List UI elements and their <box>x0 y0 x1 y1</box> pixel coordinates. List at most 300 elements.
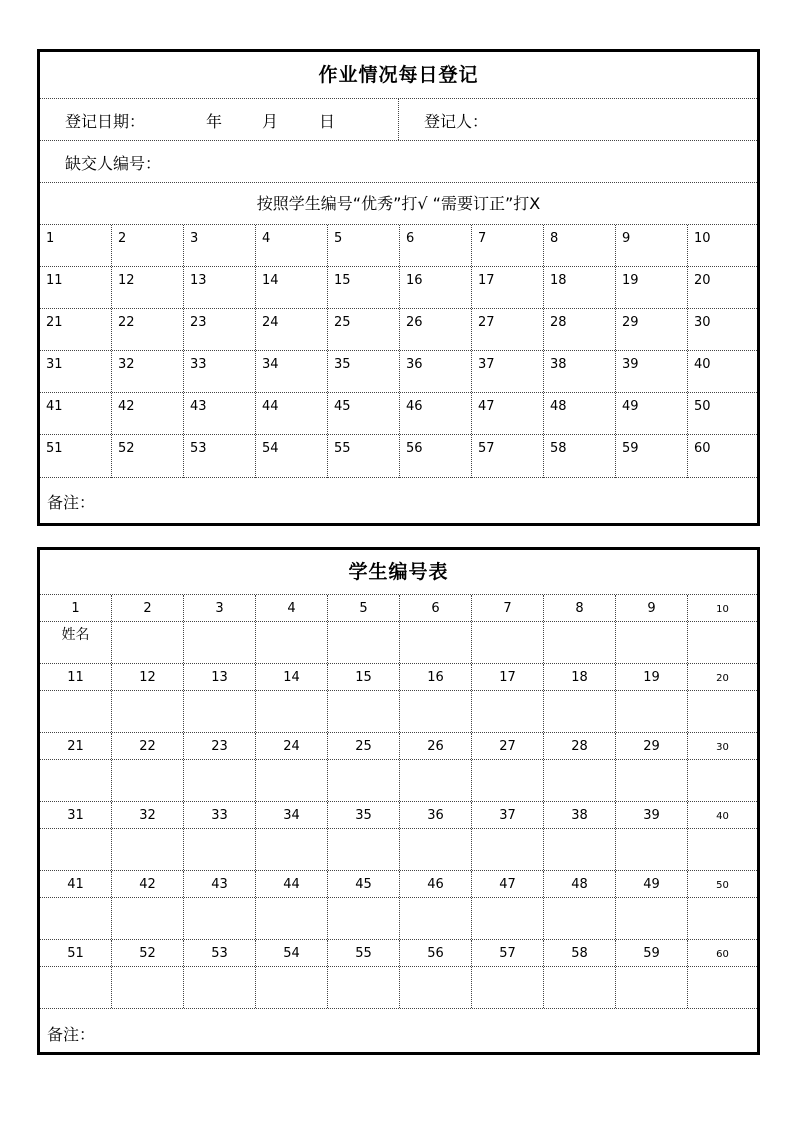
record-cell[interactable] <box>184 225 256 266</box>
name-cell[interactable] <box>256 622 328 663</box>
student-number: 7 <box>503 601 512 616</box>
record-cell[interactable] <box>688 267 757 308</box>
student-number: 16 <box>406 273 423 288</box>
record-cell[interactable] <box>616 309 688 350</box>
student-number: 2 <box>143 601 152 616</box>
student-number: 43 <box>190 399 207 414</box>
record-row <box>40 351 757 393</box>
student-grid <box>40 595 757 1013</box>
name-cell[interactable] <box>184 967 256 1008</box>
record-cell[interactable] <box>544 393 616 434</box>
name-row <box>40 691 757 733</box>
number-cell <box>40 595 112 621</box>
remarks-row[interactable] <box>40 478 757 523</box>
student-number: 24 <box>283 739 300 754</box>
name-cell[interactable] <box>400 691 472 732</box>
number-cell <box>184 595 256 621</box>
student-number: 25 <box>355 739 372 754</box>
student-number: 2 <box>118 231 127 246</box>
number-cell <box>544 802 616 828</box>
record-cell[interactable] <box>400 351 472 392</box>
student-number: 52 <box>139 946 156 961</box>
name-cell[interactable] <box>328 760 400 801</box>
number-cell <box>688 871 757 897</box>
number-cell <box>184 664 256 690</box>
record-cell[interactable] <box>544 435 616 478</box>
record-cell[interactable] <box>616 351 688 392</box>
number-cell <box>256 664 328 690</box>
name-cell[interactable] <box>688 760 757 801</box>
name-cell[interactable] <box>616 760 688 801</box>
number-cell <box>688 940 757 966</box>
record-cell[interactable] <box>112 435 184 478</box>
name-cell[interactable] <box>40 967 112 1008</box>
number-cell <box>688 733 757 759</box>
number-row <box>40 733 757 760</box>
record-cell[interactable] <box>616 267 688 308</box>
student-number: 55 <box>334 441 351 456</box>
name-cell[interactable] <box>472 691 544 732</box>
record-cell[interactable] <box>472 225 544 266</box>
record-cell[interactable] <box>616 393 688 434</box>
number-cell <box>544 733 616 759</box>
record-cell[interactable] <box>472 393 544 434</box>
student-number: 30 <box>716 742 729 753</box>
student-number: 23 <box>211 739 228 754</box>
student-number: 36 <box>406 357 423 372</box>
student-number: 8 <box>550 231 559 246</box>
student-number: 56 <box>427 946 444 961</box>
record-cell[interactable] <box>112 225 184 266</box>
name-cell[interactable] <box>112 898 184 939</box>
record-cell[interactable] <box>616 435 688 478</box>
name-cell[interactable] <box>688 622 757 663</box>
name-cell[interactable] <box>400 829 472 870</box>
student-number: 54 <box>262 441 279 456</box>
record-cell[interactable] <box>40 267 112 308</box>
number-cell <box>112 940 184 966</box>
name-row <box>40 760 757 802</box>
student-number: 38 <box>550 357 567 372</box>
student-number: 50 <box>694 399 711 414</box>
form-title: 学生编号表 <box>40 550 757 595</box>
number-cell <box>112 595 184 621</box>
number-cell <box>184 940 256 966</box>
record-cell[interactable] <box>40 309 112 350</box>
form-title: 作业情况每日登记 <box>40 52 757 99</box>
number-cell <box>328 733 400 759</box>
record-cell[interactable] <box>256 267 328 308</box>
number-cell <box>256 871 328 897</box>
student-number: 36 <box>427 808 444 823</box>
number-row <box>40 871 757 898</box>
name-cell[interactable] <box>328 622 400 663</box>
name-cell[interactable] <box>400 967 472 1008</box>
number-cell <box>328 940 400 966</box>
name-cell[interactable] <box>184 622 256 663</box>
record-cell[interactable] <box>112 393 184 434</box>
month-label: 月 <box>262 112 279 131</box>
student-number: 14 <box>262 273 279 288</box>
name-cell[interactable] <box>472 760 544 801</box>
student-number: 18 <box>571 670 588 685</box>
number-cell <box>40 802 112 828</box>
number-cell <box>544 871 616 897</box>
student-number: 48 <box>550 399 567 414</box>
number-cell <box>616 871 688 897</box>
record-cell[interactable] <box>544 267 616 308</box>
name-cell[interactable] <box>616 829 688 870</box>
student-number: 34 <box>283 808 300 823</box>
student-number: 43 <box>211 877 228 892</box>
record-cell[interactable] <box>328 435 400 478</box>
student-number: 4 <box>262 231 271 246</box>
student-number: 9 <box>647 601 656 616</box>
name-cell[interactable] <box>328 898 400 939</box>
number-cell <box>688 802 757 828</box>
name-cell[interactable] <box>40 829 112 870</box>
record-cell[interactable] <box>256 309 328 350</box>
name-cell[interactable] <box>544 691 616 732</box>
student-number: 33 <box>211 808 228 823</box>
student-number: 10 <box>694 231 711 246</box>
student-number: 17 <box>478 273 495 288</box>
student-number: 51 <box>67 946 84 961</box>
name-row <box>40 967 757 1009</box>
name-cell[interactable] <box>544 898 616 939</box>
number-cell <box>112 802 184 828</box>
record-cell[interactable] <box>184 435 256 478</box>
name-cell[interactable] <box>688 898 757 939</box>
year-label: 年 <box>206 112 223 131</box>
student-number: 28 <box>550 315 567 330</box>
student-number: 45 <box>334 399 351 414</box>
record-row <box>40 225 757 267</box>
student-number: 30 <box>694 315 711 330</box>
name-cell[interactable] <box>328 829 400 870</box>
student-number: 53 <box>211 946 228 961</box>
number-cell <box>472 802 544 828</box>
number-cell <box>328 664 400 690</box>
record-cell[interactable] <box>328 225 400 266</box>
student-number: 26 <box>406 315 423 330</box>
record-row <box>40 309 757 351</box>
student-number: 29 <box>643 739 660 754</box>
name-cell[interactable] <box>472 829 544 870</box>
name-cell[interactable] <box>40 760 112 801</box>
record-cell[interactable] <box>544 225 616 266</box>
name-cell[interactable] <box>256 760 328 801</box>
student-number: 37 <box>499 808 516 823</box>
record-cell[interactable] <box>328 393 400 434</box>
student-number: 13 <box>211 670 228 685</box>
name-cell[interactable] <box>256 898 328 939</box>
student-number: 28 <box>571 739 588 754</box>
student-number: 55 <box>355 946 372 961</box>
student-number: 53 <box>190 441 207 456</box>
student-number: 27 <box>478 315 495 330</box>
record-cell[interactable] <box>328 351 400 392</box>
student-number: 45 <box>355 877 372 892</box>
record-cell[interactable] <box>256 435 328 478</box>
student-number: 40 <box>694 357 711 372</box>
record-cell[interactable] <box>472 435 544 478</box>
student-number: 12 <box>118 273 135 288</box>
number-cell <box>40 940 112 966</box>
student-number: 24 <box>262 315 279 330</box>
student-number: 15 <box>355 670 372 685</box>
recorder-cell[interactable] <box>399 99 757 140</box>
student-number: 44 <box>262 399 279 414</box>
date-recorder-row <box>40 99 757 141</box>
record-cell[interactable] <box>40 351 112 392</box>
number-cell <box>328 595 400 621</box>
number-cell <box>616 664 688 690</box>
name-cell[interactable] <box>400 898 472 939</box>
number-cell <box>616 802 688 828</box>
student-number: 41 <box>67 877 84 892</box>
name-cell[interactable] <box>400 622 472 663</box>
record-row <box>40 435 757 478</box>
number-cell <box>472 664 544 690</box>
name-cell[interactable] <box>544 829 616 870</box>
name-cell[interactable] <box>112 691 184 732</box>
student-number: 60 <box>694 441 711 456</box>
number-cell <box>184 733 256 759</box>
name-cell[interactable] <box>328 967 400 1008</box>
name-cell[interactable] <box>616 967 688 1008</box>
number-cell <box>256 802 328 828</box>
number-cell <box>544 664 616 690</box>
name-cell[interactable] <box>112 622 184 663</box>
name-cell[interactable] <box>256 967 328 1008</box>
record-row <box>40 393 757 435</box>
name-row <box>40 829 757 871</box>
record-cell[interactable] <box>616 225 688 266</box>
student-number: 20 <box>694 273 711 288</box>
record-cell[interactable] <box>184 393 256 434</box>
number-cell <box>472 595 544 621</box>
student-number: 49 <box>643 877 660 892</box>
record-cell[interactable] <box>472 267 544 308</box>
number-cell <box>472 940 544 966</box>
student-number: 57 <box>478 441 495 456</box>
student-number: 54 <box>283 946 300 961</box>
record-cell[interactable] <box>40 393 112 434</box>
name-row <box>40 622 757 664</box>
record-cell[interactable] <box>400 309 472 350</box>
student-number: 20 <box>716 673 729 684</box>
date-label: 登记日期： <box>65 112 146 131</box>
student-number: 8 <box>575 601 584 616</box>
record-cell[interactable] <box>400 393 472 434</box>
name-cell[interactable] <box>328 691 400 732</box>
missing-row[interactable] <box>40 141 757 183</box>
student-number: 40 <box>716 811 729 822</box>
missing-label: 缺交人编号： <box>65 154 162 173</box>
student-number: 25 <box>334 315 351 330</box>
student-number: 13 <box>190 273 207 288</box>
student-number: 22 <box>118 315 135 330</box>
student-number: 23 <box>190 315 207 330</box>
record-cell[interactable] <box>544 309 616 350</box>
student-number: 22 <box>139 739 156 754</box>
number-cell <box>688 664 757 690</box>
student-number: 1 <box>46 231 55 246</box>
name-cell[interactable] <box>472 898 544 939</box>
record-cell[interactable] <box>688 351 757 392</box>
number-cell <box>40 871 112 897</box>
student-number: 19 <box>643 670 660 685</box>
number-cell <box>256 595 328 621</box>
record-cell[interactable] <box>184 309 256 350</box>
record-cell[interactable] <box>328 267 400 308</box>
record-cell[interactable] <box>688 309 757 350</box>
student-number: 51 <box>46 441 63 456</box>
number-cell <box>40 664 112 690</box>
student-number: 46 <box>406 399 423 414</box>
remarks-row[interactable] <box>40 1013 757 1052</box>
name-cell[interactable] <box>40 691 112 732</box>
name-cell[interactable] <box>544 622 616 663</box>
student-number: 1 <box>71 601 80 616</box>
student-number: 47 <box>478 399 495 414</box>
student-number: 59 <box>622 441 639 456</box>
name-cell[interactable] <box>400 760 472 801</box>
record-cell[interactable] <box>256 225 328 266</box>
record-cell[interactable] <box>40 435 112 478</box>
number-cell <box>328 871 400 897</box>
student-number-form <box>37 547 760 1055</box>
number-row <box>40 802 757 829</box>
number-cell <box>184 871 256 897</box>
student-number: 6 <box>431 601 440 616</box>
student-number: 46 <box>427 877 444 892</box>
record-cell[interactable] <box>40 225 112 266</box>
record-cell[interactable] <box>400 267 472 308</box>
number-cell <box>328 802 400 828</box>
student-number: 31 <box>67 808 84 823</box>
name-cell[interactable] <box>40 898 112 939</box>
name-cell[interactable] <box>184 898 256 939</box>
name-cell[interactable] <box>256 829 328 870</box>
name-cell[interactable] <box>40 622 112 663</box>
record-cell[interactable] <box>688 225 757 266</box>
student-number: 48 <box>571 877 588 892</box>
homework-record-form <box>37 49 760 526</box>
name-cell[interactable] <box>112 829 184 870</box>
recorder-label: 登记人： <box>424 112 489 131</box>
number-cell <box>184 802 256 828</box>
student-number: 37 <box>478 357 495 372</box>
student-number: 27 <box>499 739 516 754</box>
name-cell[interactable] <box>688 967 757 1008</box>
student-number: 17 <box>499 670 516 685</box>
name-cell[interactable] <box>472 967 544 1008</box>
date-cell[interactable] <box>40 99 399 140</box>
name-cell[interactable] <box>184 829 256 870</box>
student-number: 31 <box>46 357 63 372</box>
number-cell <box>400 664 472 690</box>
student-number: 6 <box>406 231 415 246</box>
name-cell[interactable] <box>616 898 688 939</box>
student-number: 56 <box>406 441 423 456</box>
record-cell[interactable] <box>472 309 544 350</box>
name-cell[interactable] <box>472 622 544 663</box>
student-number: 39 <box>622 357 639 372</box>
student-number: 35 <box>334 357 351 372</box>
student-number: 42 <box>118 399 135 414</box>
student-number: 5 <box>359 601 368 616</box>
number-cell <box>112 871 184 897</box>
student-number: 21 <box>46 315 63 330</box>
record-cell[interactable] <box>184 351 256 392</box>
record-cell[interactable] <box>112 351 184 392</box>
record-cell[interactable] <box>688 393 757 434</box>
student-number: 38 <box>571 808 588 823</box>
number-cell <box>400 595 472 621</box>
name-cell[interactable] <box>184 691 256 732</box>
student-number: 35 <box>355 808 372 823</box>
day-label: 日 <box>319 112 336 131</box>
name-cell[interactable] <box>616 691 688 732</box>
record-row <box>40 267 757 309</box>
record-cell[interactable] <box>112 267 184 308</box>
record-cell[interactable] <box>256 393 328 434</box>
student-number: 7 <box>478 231 487 246</box>
name-cell[interactable] <box>256 691 328 732</box>
record-cell[interactable] <box>544 351 616 392</box>
number-cell <box>544 940 616 966</box>
student-number: 4 <box>287 601 296 616</box>
record-cell[interactable] <box>688 435 757 478</box>
name-label: 姓名 <box>61 627 90 643</box>
name-cell[interactable] <box>688 829 757 870</box>
student-number: 58 <box>571 946 588 961</box>
name-cell[interactable] <box>544 967 616 1008</box>
name-cell[interactable] <box>616 622 688 663</box>
student-number: 32 <box>118 357 135 372</box>
name-cell[interactable] <box>112 760 184 801</box>
student-number: 14 <box>283 670 300 685</box>
record-cell[interactable] <box>400 225 472 266</box>
student-number: 16 <box>427 670 444 685</box>
number-cell <box>616 940 688 966</box>
name-cell[interactable] <box>544 760 616 801</box>
number-cell <box>400 733 472 759</box>
number-cell <box>544 595 616 621</box>
name-cell[interactable] <box>112 967 184 1008</box>
record-cell[interactable] <box>400 435 472 478</box>
number-cell <box>112 733 184 759</box>
record-cell[interactable] <box>472 351 544 392</box>
student-number: 60 <box>716 949 729 960</box>
name-cell[interactable] <box>184 760 256 801</box>
student-number: 9 <box>622 231 631 246</box>
name-cell[interactable] <box>688 691 757 732</box>
name-row <box>40 898 757 940</box>
record-cell[interactable] <box>112 309 184 350</box>
student-number: 52 <box>118 441 135 456</box>
record-cell[interactable] <box>328 309 400 350</box>
record-cell[interactable] <box>256 351 328 392</box>
number-cell <box>400 871 472 897</box>
student-number: 26 <box>427 739 444 754</box>
number-cell <box>40 733 112 759</box>
number-cell <box>112 664 184 690</box>
record-cell[interactable] <box>184 267 256 308</box>
instruction-row: 按照学生编号“优秀”打√ “需要订正”打X <box>40 183 757 225</box>
